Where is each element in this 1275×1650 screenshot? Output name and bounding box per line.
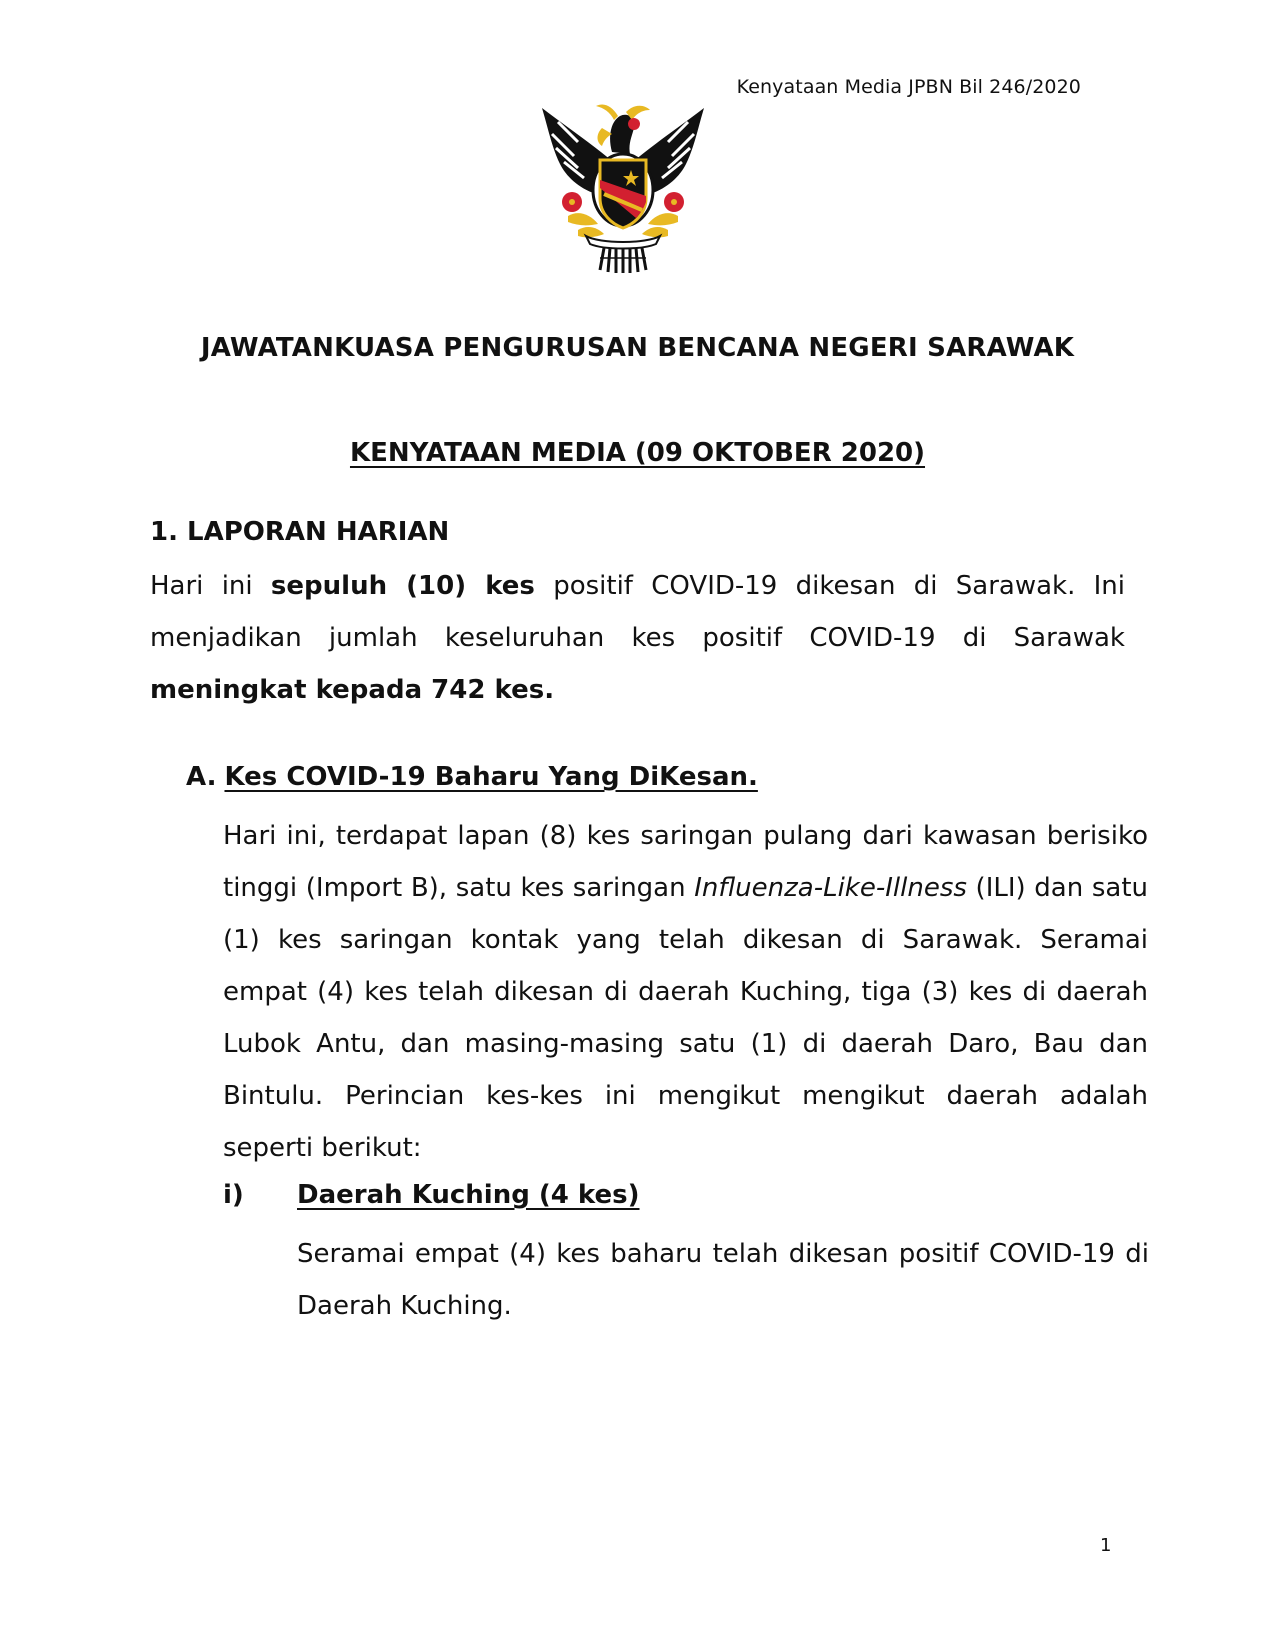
section-heading-daily-report: 1. LAPORAN HARIAN [150, 517, 450, 547]
paragraph-text: Hari ini, terdapat lapan (8) kes saringan pulang dari kawasan berisiko tinggi (Import B), satu kes saringan [223, 821, 1148, 903]
daily-report-paragraph [150, 560, 1125, 716]
district-title: Daerah Kuching (4 kes) [297, 1180, 640, 1210]
subsection-label: A. [186, 762, 217, 792]
ili-term: Influenza-Like-Illness [694, 873, 967, 903]
district-heading-kuching [223, 1180, 640, 1210]
statement-title: KENYATAAN MEDIA (09 OKTOBER 2020) [349, 438, 926, 468]
new-cases-count: sepuluh (10) kes [270, 571, 535, 601]
document-reference: Kenyataan Media JPBN Bil 246/2020 [736, 76, 1081, 98]
new-cases-paragraph [223, 810, 1148, 1174]
sarawak-coat-of-arms-icon [538, 98, 708, 273]
paragraph-text: (ILI) dan satu (1) kes saringan kontak yang telah dikesan di Sarawak. Seramai empat (4) kes telah dikesan di daerah Kuching, tiga (3) kes di daerah Lubok Antu, dan masing-masing satu (1) di daerah Daro, Bau dan Bintulu. Perincian kes-kes ini mengikut mengikut daerah adalah seperti berikut: [223, 873, 1149, 1163]
subsection-heading-new-cases [186, 762, 758, 792]
kuching-paragraph: Seramai empat (4) kes baharu telah dikesan positif COVID-19 di Daerah Kuching. [297, 1239, 1149, 1321]
district-label: i) [223, 1180, 244, 1210]
organization-title: JAWATANKUASA PENGURUSAN BENCANA NEGERI SARAWAK [200, 333, 1075, 363]
paragraph-text: positif COVID-19 dikesan di Sarawak. Ini menjadikan jumlah keseluruhan kes positif COVID-19 di Sarawak [150, 571, 1126, 653]
subsection-title: Kes COVID-19 Baharu Yang DiKesan. [224, 762, 758, 792]
page-number: 1 [1100, 1535, 1112, 1556]
total-cases-text: meningkat kepada 742 kes. [150, 675, 555, 705]
paragraph-text: Hari ini [150, 571, 271, 601]
